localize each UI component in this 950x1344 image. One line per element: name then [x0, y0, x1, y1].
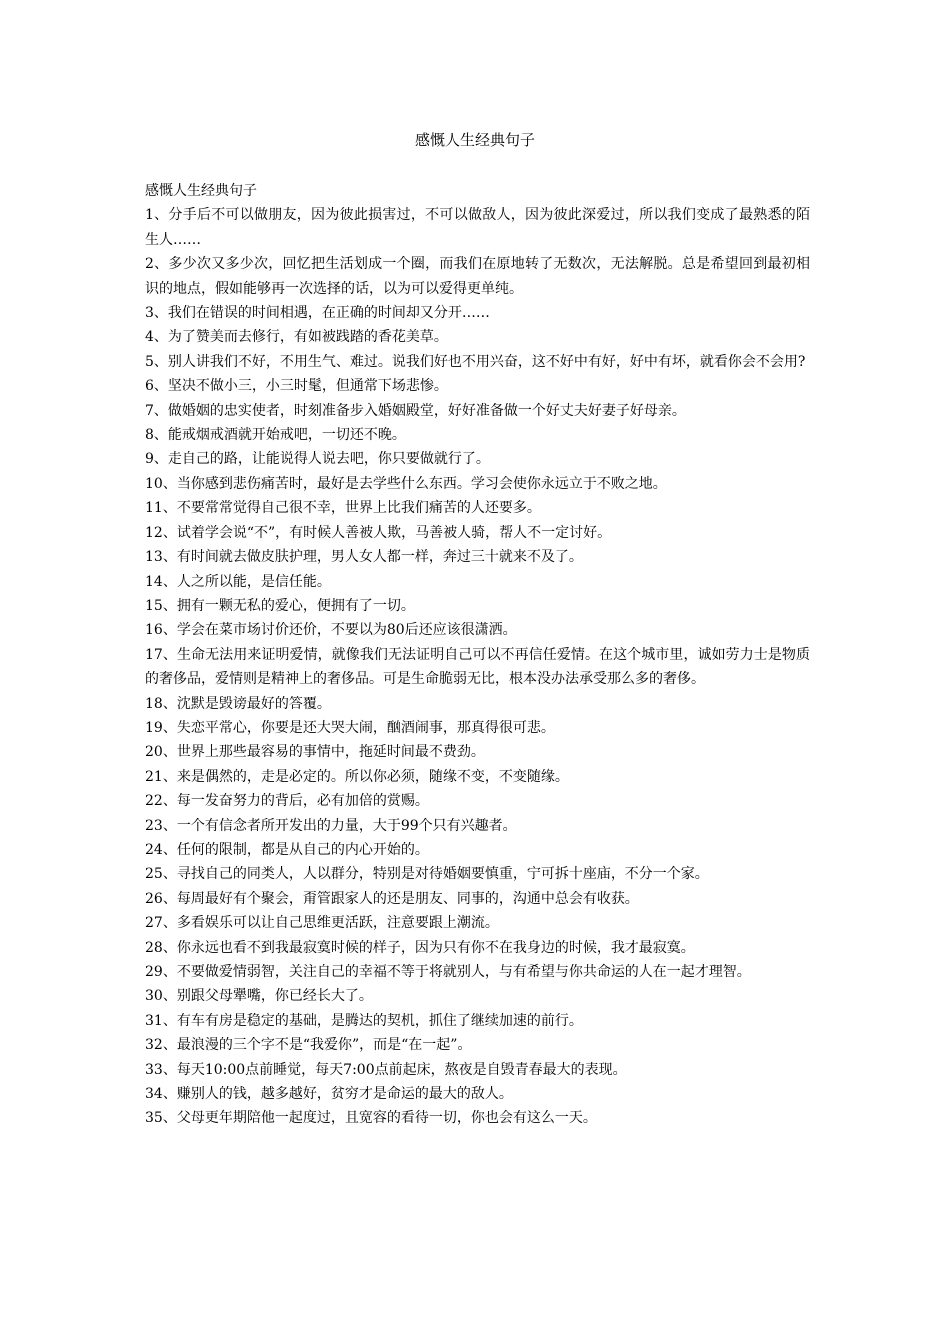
list-item: 2、多少次又多少次，回忆把生活划成一个圈，而我们在原地转了无数次，无法解脱。总是希望回到最初相识的地点，假如能够再一次选择的话，以为可以爱得更单纯。 [145, 256, 810, 297]
list-item: 7、做婚姻的忠实使者，时刻准备步入婚姻殿堂，好好准备做一个好丈夫好妻子好母亲。 [145, 402, 686, 419]
list-item: 8、能戒烟戒酒就开始戒吧，一切还不晚。 [145, 427, 406, 444]
list-item: 27、多看娱乐可以让自己思维更活跃，注意要跟上潮流。 [145, 915, 499, 932]
list-item: 22、每一发奋努力的背后，必有加倍的赏赐。 [145, 793, 429, 810]
list-item: 21、来是偶然的，走是必定的。所以你必须，随缘不变，不变随缘。 [145, 768, 569, 785]
page-title: 感慨人生经典句子 [414, 131, 535, 149]
list-item: 17、生命无法用来证明爱情，就像我们无法证明自己可以不再信任爱情。在这个城市里，诚如劳力士是物质的奢侈品，爱情则是精神上的奢侈品。可是生命脆弱无比，根本没办法承受那么多的奢侈。 [145, 646, 810, 688]
list-item: 10、当你感到悲伤痛苦时，最好是去学些什么东西。学习会使你永远立于不败之地。 [145, 475, 667, 492]
list-item: 5、别人讲我们不好，不用生气、难过。说我们好也不用兴奋，这不好中有好，好中有坏，就看你会不会用? [145, 353, 806, 370]
list-item: 15、拥有一颗无私的爱心，便拥有了一切。 [145, 597, 415, 614]
list-item: 33、每天10:00点前睡觉，每天7:00点前起床，熬夜是自毁青春最大的表现。 [145, 1061, 627, 1078]
list-item: 20、世界上那些最容易的事情中，拖延时间最不费劲。 [145, 744, 485, 761]
list-item: 24、任何的限制，都是从自己的内心开始的。 [145, 841, 429, 858]
list-item: 14、人之所以能，是信任能。 [145, 573, 331, 590]
list-item: 12、试着学会说“不”，有时候人善被人欺，马善被人骑，帮人不一定讨好。 [145, 524, 612, 541]
list-item: 28、你永远也看不到我最寂寞时候的样子，因为只有你不在我身边的时候，我才最寂寞。 [145, 939, 695, 956]
list-item: 4、为了赞美而去修行，有如被践踏的香花美草。 [145, 329, 448, 346]
list-item: 11、不要常常觉得自己很不幸，世界上比我们痛苦的人还要多。 [145, 500, 541, 517]
list-item: 9、走自己的路，让能说得人说去吧，你只要做就行了。 [145, 451, 490, 468]
list-item: 16、学会在菜市场讨价还价，不要以为80后还应该很潇洒。 [145, 622, 517, 639]
list-item: 1、分手后不可以做朋友，因为彼此损害过，不可以做敌人，因为彼此深爱过，所以我们变成了最熟悉的陌生人…… [145, 207, 810, 248]
list-item: 35、父母更年期陪他一起度过，且宽容的看待一切，你也会有这么一天。 [145, 1110, 597, 1127]
section-heading: 感慨人生经典句子 [145, 183, 257, 199]
list-item: 23、一个有信念者所开发出的力量，大于99个只有兴趣者。 [145, 817, 517, 834]
list-item: 3、我们在错误的时间相遇，在正确的时间却又分开…… [145, 305, 490, 322]
list-item: 32、最浪漫的三个字不是“我爱你”，而是“在一起”。 [145, 1037, 472, 1054]
list-item: 18、沈默是毁谤最好的答覆。 [145, 695, 331, 712]
document-body [145, 179, 810, 1131]
list-item: 19、失恋平常心，你要是还大哭大闹，酗酒闹事，那真得很可悲。 [145, 719, 555, 736]
list-item: 31、有车有房是稳定的基础，是腾达的契机，抓住了继续加速的前行。 [145, 1012, 583, 1029]
list-item: 25、寻找自己的同类人，人以群分，特别是对待婚姻要慎重，宁可拆十座庙，不分一个家。 [145, 866, 709, 883]
list-item: 29、不要做爱情弱智，关注自己的幸福不等于将就别人，与有希望与你共命运的人在一起才理智。 [145, 964, 751, 980]
list-item: 30、别跟父母犟嘴，你已经长大了。 [145, 988, 373, 1005]
list-item: 6、坚决不做小三，小三时髦，但通常下场悲惨。 [145, 378, 448, 395]
list-item: 34、赚别人的钱，越多越好，贫穷才是命运的最大的敌人。 [145, 1086, 513, 1103]
list-item: 13、有时间就去做皮肤护理，男人女人都一样，奔过三十就来不及了。 [145, 549, 583, 566]
list-item: 26、每周最好有个聚会，甭管跟家人的还是朋友、同事的，沟通中总会有收获。 [145, 890, 639, 907]
